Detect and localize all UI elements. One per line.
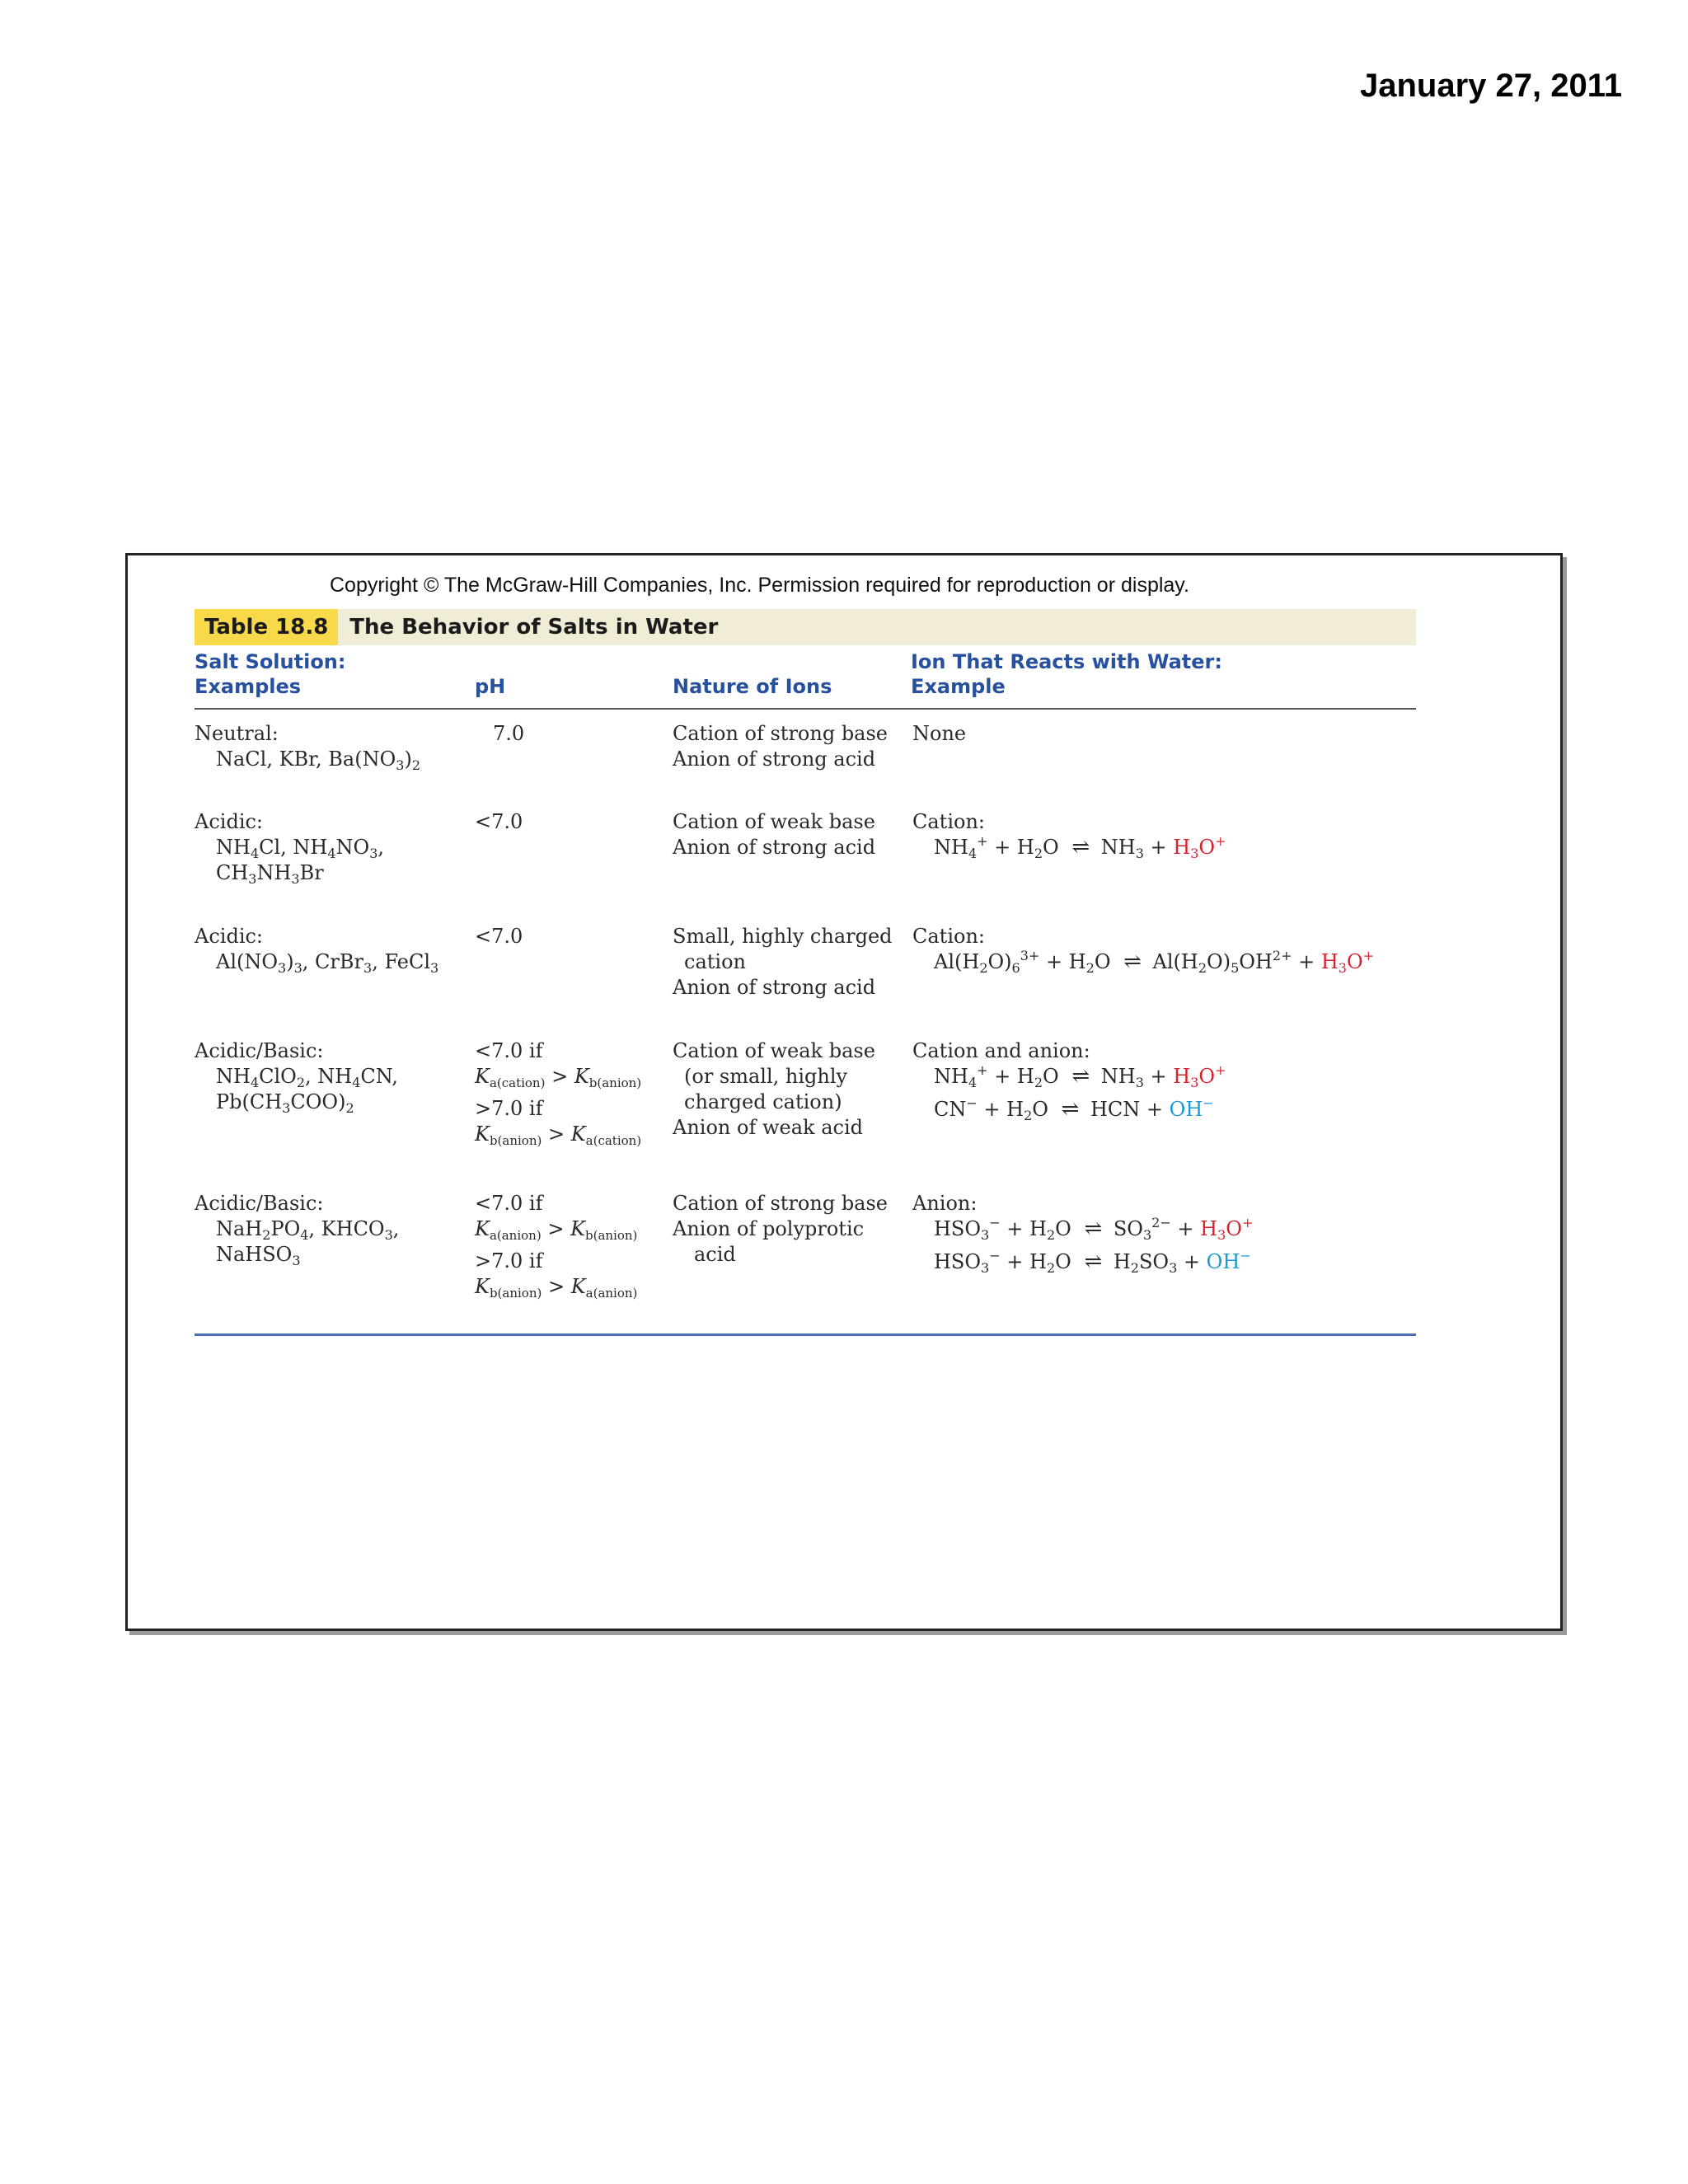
equilibrium-arrow-icon: ⇌ — [1071, 1064, 1089, 1089]
row-5-salt-examples-cont: NaHSO$_3$ — [216, 1243, 301, 1268]
row-2-salt-type: Acidic: — [195, 810, 264, 833]
row-5-ph-a-condition: $K_{a(anion)} > K_{b(anion)}$ — [475, 1217, 638, 1243]
row-1-salt-examples: NaCl, KBr, $Ba(NO_3)_2$ — [216, 748, 420, 773]
equilibrium-arrow-icon: ⇌ — [1084, 1249, 1101, 1274]
row-3-ph: <7.0 — [475, 925, 523, 948]
column-header-ion-line1: Ion That Reacts with Water: — [911, 650, 1222, 673]
row-4-nature-line3: charged cation) — [684, 1090, 842, 1113]
row-5-salt-type: Acidic/Basic: — [195, 1192, 324, 1215]
row-1-nature-line2: Anion of strong acid — [673, 748, 876, 771]
row-5-nature — [673, 1191, 888, 1268]
row-1-salt — [195, 721, 420, 772]
header-rule — [195, 708, 1416, 710]
row-1-salt-type: Neutral: — [195, 722, 279, 745]
row-1-ph: 7.0 — [493, 722, 525, 745]
row-2-nature-line2: Anion of strong acid — [673, 836, 876, 859]
row-5-nature-line1: Cation of strong base — [673, 1192, 889, 1215]
row-3-nature-line1: Small, highly charged — [673, 925, 893, 948]
column-header-ion-line2: Example — [911, 675, 1006, 698]
column-header-ph-label: pH — [475, 675, 506, 698]
row-4-equation-1: $NH_4^+ + H_2O$ ⇌ $NH_3 + H_3O^+$ — [934, 1062, 1226, 1090]
row-5-ion-label: Anion: — [912, 1192, 978, 1215]
row-2-nature-line1: Cation of weak base — [673, 810, 875, 833]
row-4-ph-a-condition: $K_{a(cation)} > K_{b(anion)}$ — [475, 1065, 642, 1090]
page-date: January 27, 2011 — [1359, 68, 1622, 104]
row-5-nature-line3: acid — [694, 1243, 736, 1266]
row-4-equation-2: $CN^- + H_2O$ ⇌ HCN + OH− — [934, 1095, 1214, 1123]
column-header-nature — [673, 649, 832, 699]
row-3-nature-line2: cation — [684, 950, 746, 973]
equilibrium-arrow-icon: ⇌ — [1071, 835, 1089, 860]
row-4-ph-a: <7.0 if — [475, 1039, 543, 1062]
column-header-ion — [911, 649, 1222, 699]
row-4-salt-examples-cont: $Pb(CH_3COO)_2$ — [216, 1090, 354, 1116]
row-5-ph-b-condition: $K_{b(anion)} > K_{a(anion)}$ — [475, 1275, 638, 1301]
row-4-salt — [195, 1038, 398, 1115]
row-5-salt-examples: $NaH_2PO_4$, $KHCO_3$, — [216, 1217, 400, 1243]
row-4-ph — [475, 1038, 641, 1147]
row-3-salt-examples: $Al(NO_3)_3$, CrBr$_3$, FeCl$_3$ — [216, 950, 439, 976]
row-2-salt-examples-cont: $CH_3NH_3Br$ — [216, 861, 324, 887]
row-3-equation: $Al(H_2O)_6^{3+} + H_2O$ ⇌ $Al(H_2O)_5OH^{2+} + H_3O^+$ — [934, 948, 1375, 976]
row-2-nature — [673, 809, 875, 860]
row-4-ph-b-condition: $K_{b(anion)} > K_{a(cation)}$ — [475, 1122, 642, 1148]
row-2-salt-examples: $NH_4Cl$, $NH_4NO_3$, — [216, 836, 385, 861]
table-title-bar — [195, 609, 1416, 645]
row-4-nature-line1: Cation of weak base — [673, 1039, 875, 1062]
row-5-ph-a: <7.0 if — [475, 1192, 543, 1215]
row-3-ion-label: Cation: — [912, 925, 985, 948]
column-header-ph — [475, 649, 505, 699]
row-4-nature-line4: Anion of weak acid — [673, 1116, 863, 1139]
row-3-ion — [912, 924, 1374, 975]
row-5-salt — [195, 1191, 399, 1268]
row-1-ion: None — [912, 722, 967, 745]
row-5-ph — [475, 1191, 637, 1300]
copyright-notice: Copyright © The McGraw-Hill Companies, Inc. Permission required for reproduction or display. — [330, 574, 1189, 597]
row-5-ion — [912, 1191, 1253, 1275]
equilibrium-arrow-icon: ⇌ — [1123, 949, 1140, 974]
row-4-ion — [912, 1038, 1226, 1122]
row-3-salt — [195, 924, 438, 975]
row-3-nature — [673, 924, 893, 1001]
table-title: The Behavior of Salts in Water — [349, 615, 719, 640]
column-header-salt — [195, 649, 346, 699]
row-4-salt-type: Acidic/Basic: — [195, 1039, 324, 1062]
row-1-nature — [673, 721, 888, 772]
column-header-nature-label: Nature of Ions — [673, 675, 832, 698]
row-5-equation-1: $HSO_3^- + H_2O$ ⇌ $SO_3^{2-} + H_3O^+$ — [934, 1215, 1254, 1243]
row-4-nature — [673, 1038, 875, 1141]
row-1-nature-line1: Cation of strong base — [673, 722, 889, 745]
row-2-ion — [912, 809, 1226, 860]
row-2-salt — [195, 809, 384, 886]
table-bottom-rule — [195, 1333, 1416, 1336]
column-header-salt-line2: Examples — [195, 675, 302, 698]
equilibrium-arrow-icon: ⇌ — [1084, 1216, 1101, 1241]
row-4-nature-line2: (or small, highly — [684, 1065, 848, 1088]
equilibrium-arrow-icon: ⇌ — [1061, 1097, 1078, 1122]
row-5-nature-line2: Anion of polyprotic — [673, 1217, 865, 1240]
row-3-salt-type: Acidic: — [195, 925, 264, 948]
column-header-salt-line1: Salt Solution: — [195, 650, 346, 673]
row-5-equation-2: $HSO_3^- + H_2O$ ⇌ $H_2SO_3 + OH^-$ — [934, 1248, 1251, 1276]
row-4-ph-b: >7.0 if — [475, 1097, 543, 1120]
row-4-ion-label: Cation and anion: — [912, 1039, 1090, 1062]
table-number: Table 18.8 — [195, 609, 338, 645]
row-2-ion-label: Cation: — [912, 810, 985, 833]
row-2-equation: $NH_4^+ + H_2O$ ⇌ $NH_3 + H_3O^+$ — [934, 833, 1226, 861]
row-2-ph: <7.0 — [475, 810, 523, 833]
row-4-salt-examples: $NH_4ClO_2$, $NH_4CN$, — [216, 1065, 398, 1090]
row-3-nature-line3: Anion of strong acid — [673, 976, 876, 999]
row-5-ph-b: >7.0 if — [475, 1249, 543, 1272]
